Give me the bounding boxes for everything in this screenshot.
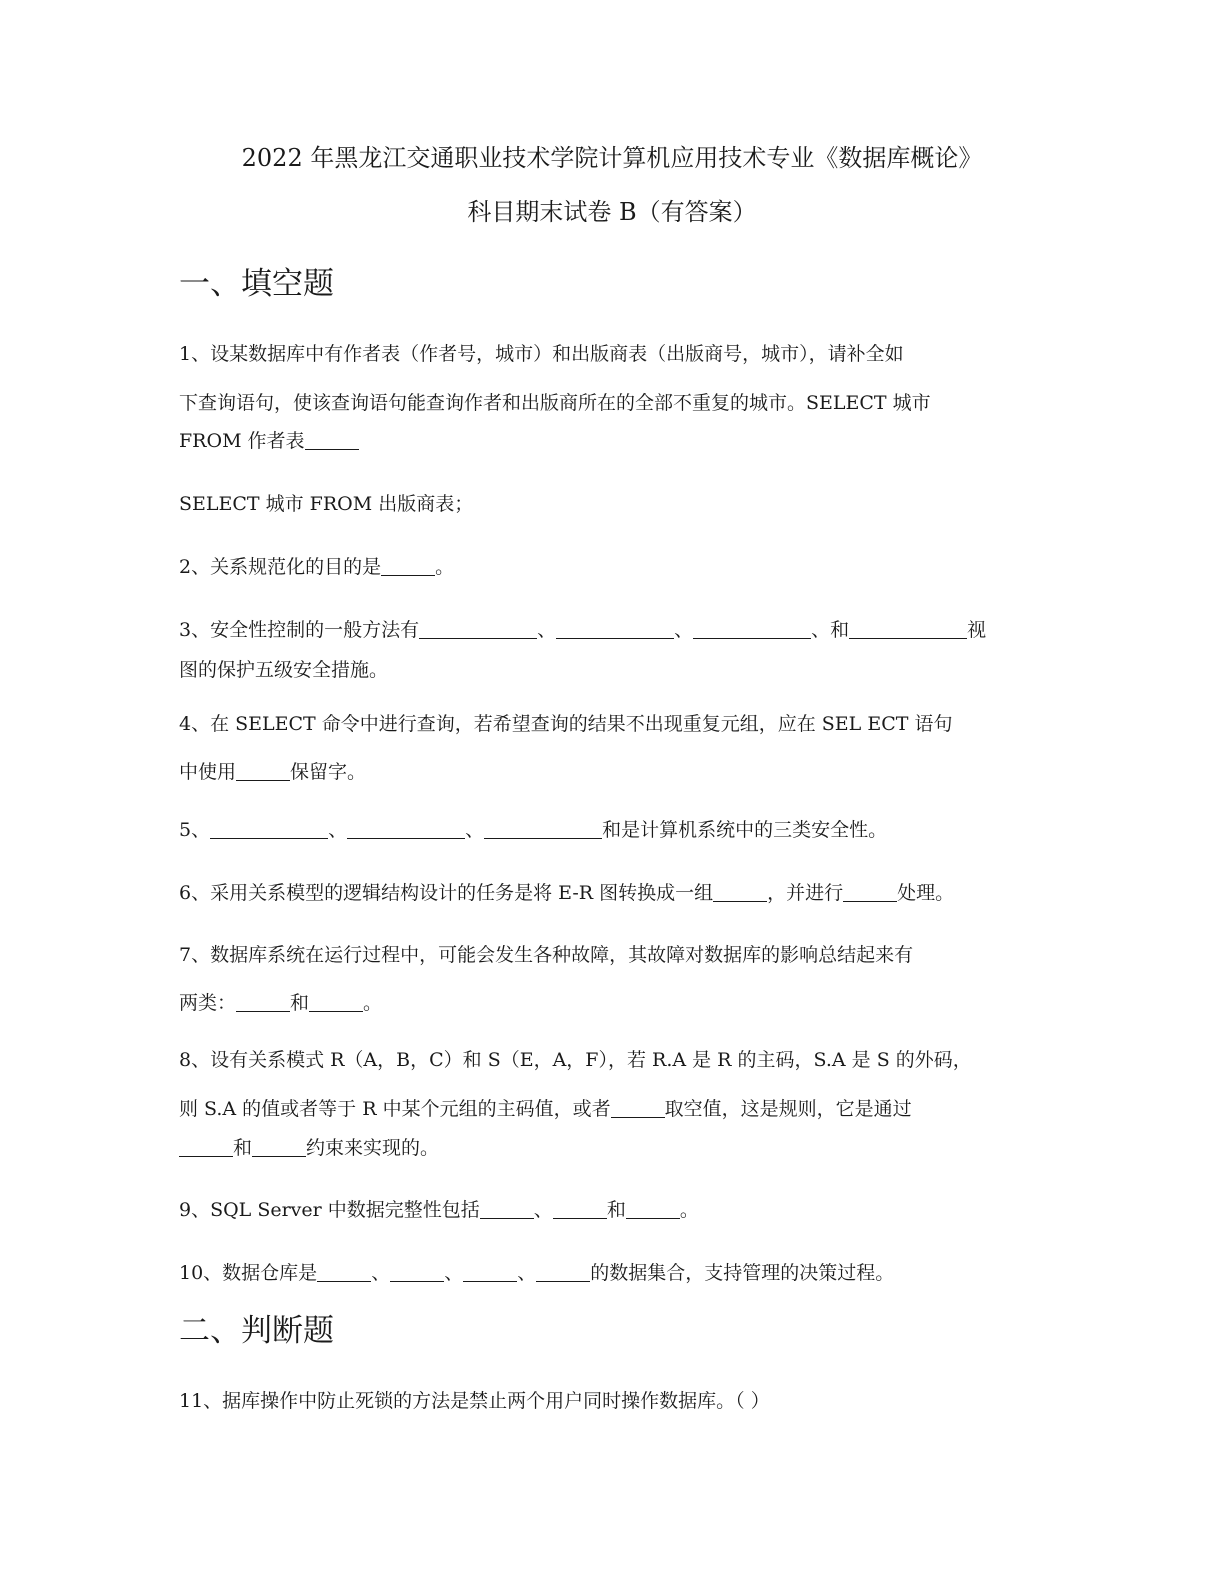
separator: 、 (674, 619, 694, 641)
question-5-tail: 和是计算机系统中的三类安全性。 (602, 819, 888, 841)
answer-blank (419, 618, 537, 639)
question-10-tail: 的数据集合，支持管理的决策过程。 (590, 1262, 895, 1284)
question-6-text: 6、采用关系模型的逻辑结构设计的任务是将 E-R 图转换成一组 (179, 882, 714, 904)
answer-blank (693, 618, 811, 639)
question-8-text: 则 S.A 的值或者等于 R 中某个元组的主码值，或者 (179, 1098, 611, 1120)
question-1-from-text: FROM 作者表 (179, 430, 305, 452)
answer-blank (611, 1097, 665, 1118)
question-2 (179, 554, 454, 580)
question-6 (179, 880, 954, 906)
question-7-mid: 和 (290, 992, 310, 1014)
answer-blank (236, 991, 290, 1012)
separator: 、 (533, 1199, 553, 1221)
question-1-line-3 (179, 428, 359, 454)
question-11: 11、据库操作中防止死锁的方法是禁止两个用户同时操作数据库。（ ） (179, 1390, 770, 1412)
exam-title-line-1: 2022 年黑龙江交通职业技术学院计算机应用技术专业《数据库概论》 (241, 144, 983, 172)
question-4-tail: 保留字。 (290, 761, 367, 783)
answer-blank (849, 618, 967, 639)
question-5-text: 5、 (179, 819, 211, 841)
question-7-line-1: 7、数据库系统在运行过程中，可能会发生各种故障，其故障对数据库的影响总结起来有 (179, 944, 914, 966)
answer-blank (463, 1261, 517, 1282)
answer-blank (843, 881, 897, 902)
separator: 、 (371, 1262, 391, 1284)
question-4-line-2 (179, 759, 366, 785)
question-4-text: 中使用 (179, 761, 237, 783)
answer-blank (347, 818, 465, 839)
question-3-line-2: 图的保护五级安全措施。 (179, 659, 389, 681)
section-heading-true-false: 二、判断题 (179, 1313, 334, 1349)
question-5 (179, 817, 887, 843)
answer-blank (553, 1198, 607, 1219)
answer-blank (484, 818, 602, 839)
answer-blank (317, 1261, 371, 1282)
question-2-text: 2、关系规范化的目的是 (179, 556, 382, 578)
question-3-text: 3、安全性控制的一般方法有 (179, 619, 420, 641)
question-9-tail: 。 (679, 1199, 699, 1221)
answer-blank (309, 991, 363, 1012)
answer-blank (626, 1198, 680, 1219)
separator: 、 (328, 819, 348, 841)
question-3-line-1 (179, 617, 986, 643)
answer-blank (713, 881, 767, 902)
question-6-mid: ，并进行 (767, 882, 844, 904)
question-8-line-3 (179, 1135, 439, 1161)
question-3-tail: 视 (967, 619, 987, 641)
exam-title-line-2: 科目期末试卷 B（有答案） (467, 198, 757, 226)
question-9-text: 9、SQL Server 中数据完整性包括 (179, 1199, 480, 1221)
question-10-text: 10、数据仓库是 (179, 1262, 318, 1284)
answer-blank (210, 818, 328, 839)
question-2-end: 。 (435, 556, 455, 578)
question-9-and: 和 (606, 1199, 626, 1221)
separator: 、 (465, 819, 485, 841)
answer-blank (381, 555, 435, 576)
separator: 、和 (811, 619, 850, 641)
question-8-and: 和 (233, 1137, 253, 1159)
separator: 、 (444, 1262, 464, 1284)
answer-blank (390, 1261, 444, 1282)
question-8-tail: 约束来实现的。 (306, 1137, 440, 1159)
answer-blank (252, 1136, 306, 1157)
section-heading-fill-in: 一、填空题 (179, 266, 334, 302)
question-1-line-4: SELECT 城市 FROM 出版商表； (179, 493, 474, 515)
question-6-tail: 处理。 (897, 882, 955, 904)
question-8-mid: 取空值，这是规则，它是通过 (664, 1098, 912, 1120)
question-4-line-1: 4、在 SELECT 命令中进行查询，若希望查询的结果不出现重复元组，应在 SEL ECT 语句 (179, 713, 953, 735)
separator: 、 (517, 1262, 537, 1284)
question-8-line-2 (179, 1096, 912, 1122)
answer-blank (305, 429, 359, 450)
question-9 (179, 1197, 699, 1223)
question-1-line-2: 下查询语句，使该查询语句能查询作者和出版商所在的全部不重复的城市。SELECT 城市 (179, 392, 931, 414)
answer-blank (480, 1198, 534, 1219)
question-7-line-2 (179, 990, 382, 1016)
answer-blank (556, 618, 674, 639)
answer-blank (236, 760, 290, 781)
answer-blank (536, 1261, 590, 1282)
question-1-line-1: 1、设某数据库中有作者表（作者号，城市）和出版商表（出版商号，城市），请补全如 (179, 343, 904, 365)
question-8-line-1: 8、设有关系模式 R（A，B，C）和 S（E，A，F），若 R.A 是 R 的主码，S.A 是 S 的外码， (179, 1049, 972, 1071)
question-7-tail: 。 (363, 992, 383, 1014)
question-10 (179, 1260, 894, 1286)
question-7-text: 两类： (179, 992, 237, 1014)
answer-blank (179, 1136, 233, 1157)
separator: 、 (537, 619, 557, 641)
